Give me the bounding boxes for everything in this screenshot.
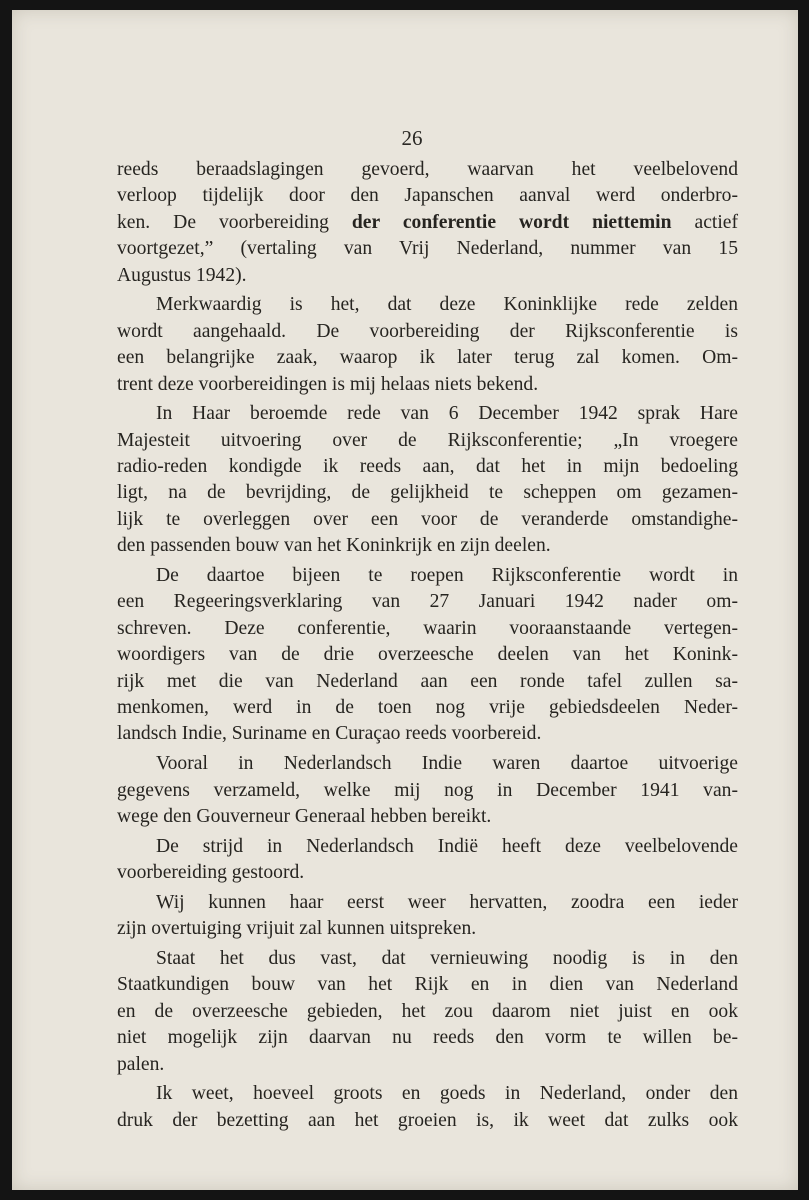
text-line: De strijd in Nederlandsch Indië heeft deze veelbelovende	[156, 835, 738, 857]
text-line: menkomen, werd in de toen nog vrije gebiedsdeelen Neder-	[117, 696, 738, 718]
text-line: Staat het dus vast, dat vernieuwing noodig is in den	[156, 948, 738, 970]
text-segment: actief	[671, 211, 739, 233]
text-line: een belangrijke zaak, waarop ik later terug zal komen. Om-	[117, 347, 738, 369]
paragraph	[117, 834, 738, 887]
text-line: Merkwaardig is het, dat deze Koninklijke rede zelden	[156, 294, 738, 316]
text-line: een Regeeringsverklaring van 27 Januari 1942 nader om-	[117, 591, 738, 613]
text-line	[117, 210, 738, 236]
text-line: ligt, na de bevrijding, de gelijkheid te scheppen om gezamen-	[117, 482, 738, 504]
text-line: voorbereiding gestoord.	[117, 862, 305, 884]
body-text	[117, 157, 738, 1134]
page-number: 26	[401, 126, 423, 150]
text-line: lijk te overleggen over een voor de veranderde omstandighe-	[117, 508, 738, 530]
text-line: Ik weet, hoeveel groots en goeds in Nederland, onder den	[156, 1083, 738, 1105]
text-line: wordt aangehaald. De voorbereiding der Rijksconferentie is	[117, 320, 738, 342]
text-line: wege den Gouverneur Generaal hebben bereikt.	[117, 805, 492, 827]
text-line: en de overzeesche gebieden, het zou daarom niet juist en ook	[117, 1000, 738, 1022]
bold-phrase: der conferentie wordt niettemin	[351, 211, 672, 233]
paragraph	[117, 946, 738, 1078]
paragraph	[117, 563, 738, 748]
text-line: zijn overtuiging vrijuit zal kunnen uitspreken.	[117, 918, 477, 940]
text-line: Augustus 1942).	[117, 264, 247, 286]
paragraph	[117, 751, 738, 830]
text-line: druk der bezetting aan het groeien is, ik weet dat zulks ook	[117, 1109, 738, 1131]
text-line: verloop tijdelijk door den Japanschen aanval werd onderbro-	[117, 185, 738, 207]
paragraph	[117, 157, 738, 289]
text-line: niet mogelijk zijn daarvan nu reeds den vorm te willen be-	[117, 1027, 738, 1049]
text-line: Wij kunnen haar eerst weer hervatten, zoodra een ieder	[156, 891, 738, 913]
text-line: schreven. Deze conferentie, waarin vooraanstaande vertegen-	[117, 617, 738, 639]
paragraph	[117, 292, 738, 398]
text-line: trent deze voorbereidingen is mij helaas niets bekend.	[117, 373, 539, 395]
text-line: reeds beraadslagingen gevoerd, waarvan het veelbelovend	[117, 159, 738, 180]
text-line: voortgezet,” (vertaling van Vrij Nederland, nummer van 15	[117, 238, 738, 260]
text-line: De daartoe bijeen te roepen Rijksconferentie wordt in	[156, 565, 738, 587]
text-line: gegevens verzameld, welke mij nog in December 1941 van-	[117, 779, 738, 801]
text-line: landsch Indie, Suriname en Curaçao reeds voorbereid.	[117, 723, 542, 745]
paragraph	[117, 890, 738, 943]
text-line: rijk met die van Nederland aan een ronde tafel zullen sa-	[117, 670, 738, 692]
paragraph	[117, 1081, 738, 1134]
text-line: In Haar beroemde rede van 6 December 1942 sprak Hare	[156, 403, 738, 425]
text-line: radio-reden kondigde ik reeds aan, dat het in mijn bedoeling	[117, 456, 738, 478]
text-line: Staatkundigen bouw van het Rijk en in dien van Nederland	[117, 974, 738, 996]
text-line: woordigers van de drie overzeesche deelen van het Konink-	[117, 644, 738, 666]
text-segment: ken. De voorbereiding	[117, 211, 352, 233]
text-line: palen.	[117, 1053, 165, 1075]
paragraph	[117, 401, 738, 559]
text-line: den passenden bouw van het Koninkrijk en zijn deelen.	[117, 535, 551, 557]
text-line: Majesteit uitvoering over de Rijksconferentie; „In vroegere	[117, 429, 738, 451]
text-line: Vooral in Nederlandsch Indie waren daartoe uitvoerige	[156, 753, 738, 775]
document-page	[12, 10, 798, 1190]
